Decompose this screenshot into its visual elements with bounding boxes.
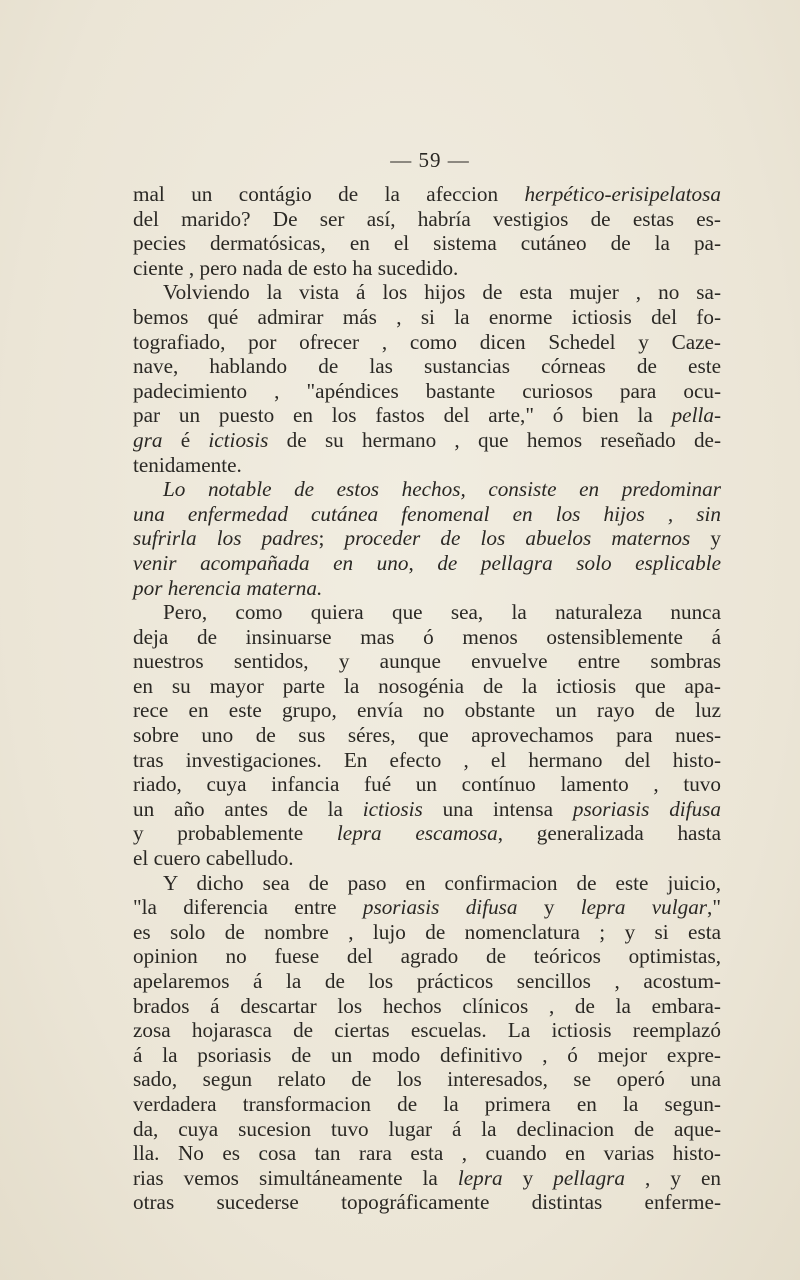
text-segment: es solo de nombre , lujo de nomenclatura ; y si esta <box>133 919 721 944</box>
text-segment: Pero, como quiera que sea, la naturaleza nunca <box>163 600 721 625</box>
text-line <box>133 207 721 232</box>
text-line <box>133 403 721 428</box>
text-line <box>133 280 721 305</box>
text-segment: el cuero cabelludo. <box>133 846 294 871</box>
text-segment: padecimiento , "apéndices bastante curiosos para ocu- <box>133 378 721 403</box>
text-segment: ciente , pero nada de esto ha sucedido. <box>133 255 459 280</box>
italic-text: pellagra <box>553 1165 626 1190</box>
text-segment: rias vemos simultáneamente la <box>133 1165 458 1190</box>
text-segment: mal un contágio de la afeccion <box>133 182 525 206</box>
text-segment: zosa hojarasca de ciertas escuelas. La ictiosis reemplazó <box>133 1018 721 1043</box>
text-line <box>133 305 721 330</box>
text-line <box>133 920 721 945</box>
text-line <box>133 797 721 822</box>
text-line <box>133 182 721 207</box>
text-line <box>133 256 721 281</box>
text-line <box>133 772 721 797</box>
text-segment: brados á descartar los hechos clínicos , de la embara- <box>133 993 721 1018</box>
text-line <box>133 1117 721 1142</box>
text-line <box>133 698 721 723</box>
text-line <box>133 231 721 256</box>
text-segment: , generalizada hasta <box>497 821 721 846</box>
italic-text: ictiosis <box>362 796 423 821</box>
text-line <box>133 674 721 699</box>
text-line <box>133 551 721 576</box>
text-line <box>133 526 721 551</box>
text-line <box>133 944 721 969</box>
italic-text: sufrirla los padres <box>133 526 319 551</box>
text-line <box>133 1190 721 1215</box>
text-segment: verdadera transformacion de la primera en la segun- <box>133 1091 721 1116</box>
text-segment: opinion no fuese del agrado de teóricos optimistas, <box>133 944 721 969</box>
italic-text: pella- <box>671 403 721 428</box>
text-segment: en su mayor parte la nosogénia de la ictiosis que apa- <box>133 673 721 698</box>
text-segment: de su hermano , que hemos reseñado de- <box>268 427 722 452</box>
text-line <box>133 1141 721 1166</box>
italic-text: una enfermedad cutánea fenomenal en los hijos , sin <box>133 501 721 526</box>
text-segment: Y dicho sea de paso en confirmacion de este juicio, <box>163 870 721 895</box>
italic-text: herpético-erisipelatosa <box>524 182 721 206</box>
text-line <box>133 846 721 871</box>
text-segment: y <box>502 1165 554 1190</box>
text-segment: un año antes de la <box>133 796 363 821</box>
text-line <box>133 625 721 650</box>
text-segment: lla. No es cosa tan rara esta , cuando en varias histo- <box>133 1141 721 1166</box>
text-line <box>133 453 721 478</box>
text-line <box>133 1092 721 1117</box>
text-line <box>133 821 721 846</box>
text-segment: riado, cuya infancia fué un contínuo lamento , tuvo <box>133 772 721 797</box>
italic-text: Lo notable de estos hechos, consiste en predominar <box>163 477 721 502</box>
text-line <box>133 1067 721 1092</box>
text-segment: sobre uno de sus séres, que aprovechamos para nues- <box>133 723 721 748</box>
text-line <box>133 649 721 674</box>
text-line <box>133 994 721 1019</box>
text-segment: tenidamente. <box>133 452 242 477</box>
text-line <box>133 1018 721 1043</box>
italic-text: psoriasis difusa <box>572 796 722 821</box>
text-segment: nave, hablando de las sustancias córneas de este <box>133 354 721 379</box>
italic-text: proceder de los abuelos maternos <box>344 526 691 551</box>
text-segment: bemos qué admirar más , si la enorme ictiosis del fo- <box>133 304 721 329</box>
text-segment: ," <box>707 895 721 920</box>
text-line <box>133 723 721 748</box>
text-line <box>133 1166 721 1191</box>
italic-text: gra <box>133 427 163 452</box>
text-segment: otras sucederse topográficamente distintas enferme- <box>133 1190 721 1215</box>
text-segment: , <box>408 550 438 575</box>
text-line <box>133 502 721 527</box>
text-segment: ; <box>318 526 345 551</box>
text-segment: rece en este grupo, envía no obstante un rayo de luz <box>133 698 721 723</box>
text-segment: y probablemente <box>133 821 337 846</box>
body-text <box>133 182 721 1215</box>
text-line <box>133 871 721 896</box>
text-segment: nuestros sentidos, y aunque envuelve entre sombras <box>133 649 721 674</box>
text-line <box>133 748 721 773</box>
text-line <box>133 379 721 404</box>
text-segment: á la psoriasis de un modo definitivo , ó mejor expre- <box>133 1042 721 1067</box>
text-line <box>133 477 721 502</box>
text-segment: da, cuya sucesion tuvo lugar á la declinacion de aque- <box>133 1116 721 1141</box>
text-line <box>133 354 721 379</box>
italic-text: ictiosis <box>208 427 269 452</box>
text-segment: deja de insinuarse mas ó menos ostensiblemente á <box>133 624 721 649</box>
text-line <box>133 895 721 920</box>
text-segment: del marido? De ser así, habría vestigios de estas es- <box>133 206 721 231</box>
italic-text: psoriasis difusa <box>362 895 518 920</box>
italic-text: lepra <box>457 1165 503 1190</box>
text-segment: apelaremos á la de los prácticos sencillos , acostum- <box>133 969 721 993</box>
text-segment: y <box>690 526 721 551</box>
text-segment: "la diferencia entre <box>133 895 363 920</box>
text-segment: y <box>517 895 581 920</box>
italic-text: por herencia materna. <box>133 575 323 600</box>
italic-text: de pellagra solo esplicable <box>437 550 721 575</box>
text-segment: tras investigaciones. En efecto , el hermano del histo- <box>133 747 721 772</box>
italic-text: venir acompañada en uno <box>133 550 409 575</box>
text-line <box>133 428 721 453</box>
text-segment: tografiado, por ofrecer , como dicen Schedel y Caze- <box>133 329 721 354</box>
text-line <box>133 969 721 994</box>
text-line <box>133 330 721 355</box>
text-segment: , y en <box>625 1165 721 1190</box>
text-segment: una intensa <box>422 796 573 821</box>
text-segment: sado, segun relato de los interesados, se operó una <box>133 1067 721 1092</box>
text-segment: Volviendo la vista á los hijos de esta mujer , no sa- <box>163 280 721 305</box>
text-line <box>133 1043 721 1068</box>
text-line <box>133 600 721 625</box>
text-segment: é <box>162 427 209 452</box>
italic-text: lepra vulgar <box>580 895 708 920</box>
text-segment: pecies dermatósicas, en el sistema cutáneo de la pa- <box>133 231 721 256</box>
italic-text: lepra escamosa <box>336 821 498 846</box>
text-segment: par un puesto en los fastos del arte," ó bien la <box>133 403 672 428</box>
text-line <box>133 576 721 601</box>
page-number: — 59 — <box>390 148 470 172</box>
